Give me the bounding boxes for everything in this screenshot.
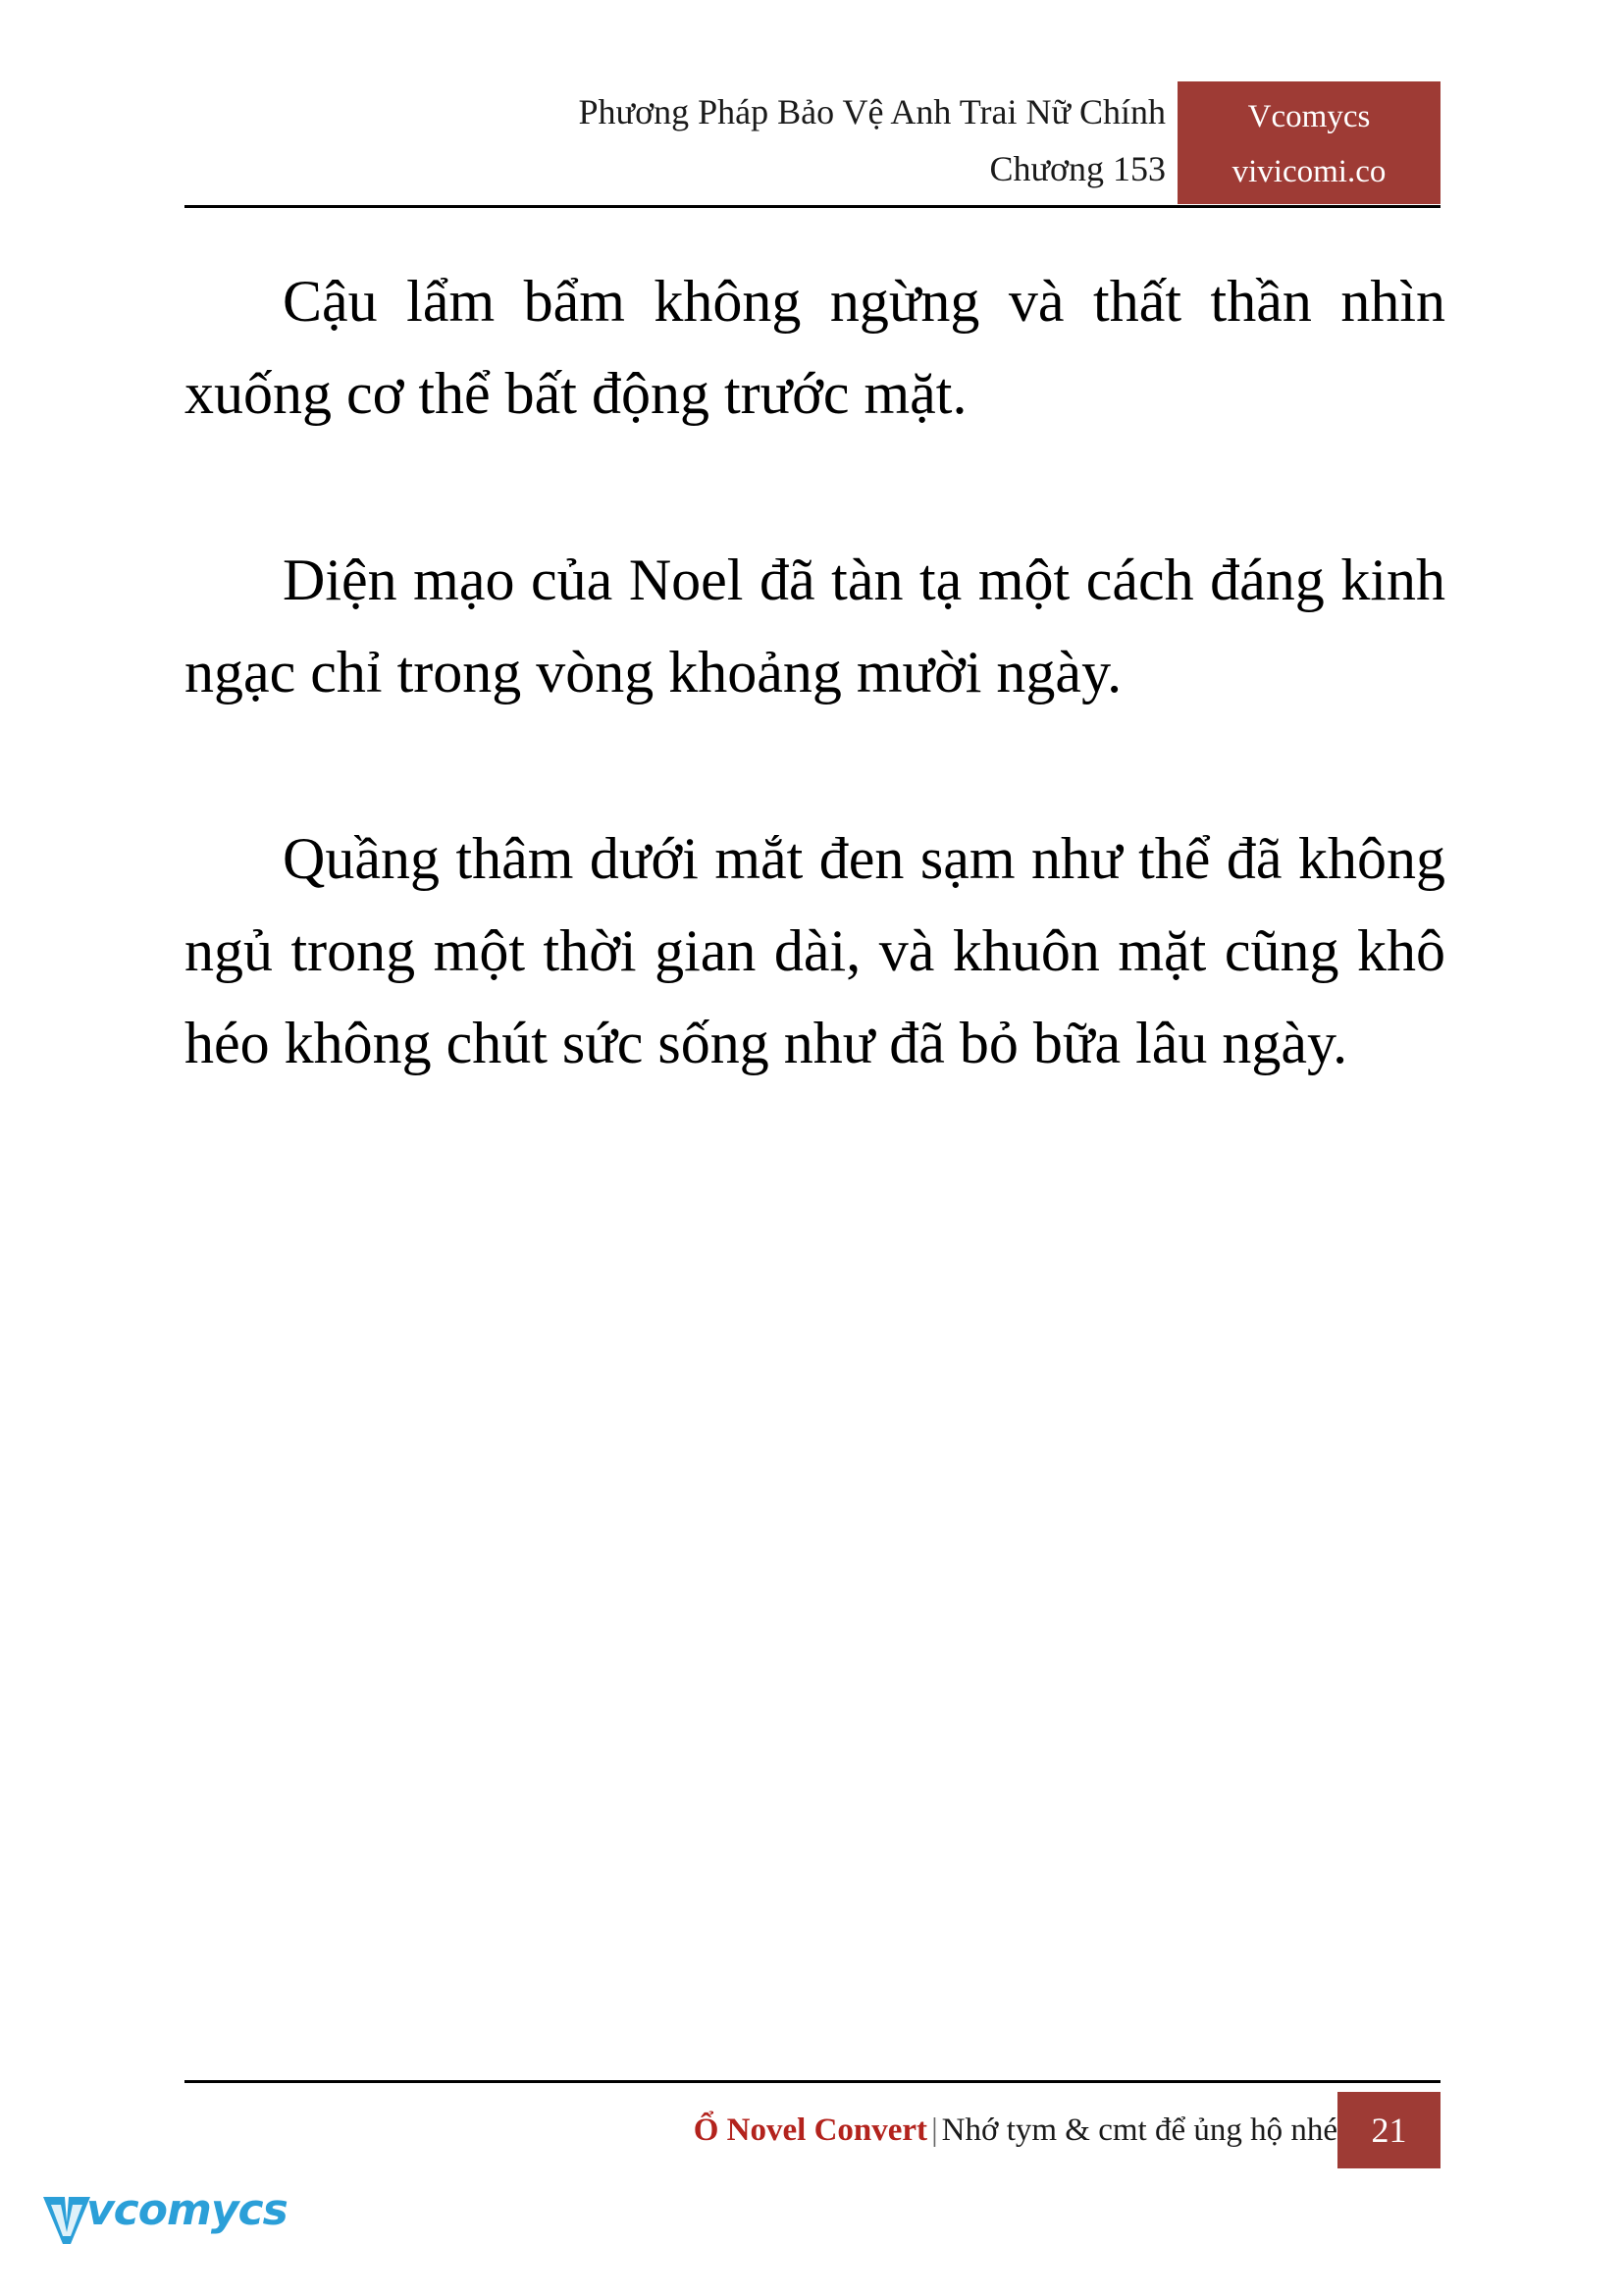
- paragraph: Quầng thâm dưới mắt đen sạm như thể đã không ngủ trong một thời gian dài, và khuôn mặt cũng khô héo không chút sức sống như đã bỏ bữa lâu ngày.: [184, 826, 1445, 1075]
- footer-credit: [694, 2098, 1337, 2163]
- header-divider: [184, 205, 1441, 208]
- book-title: Phương Pháp Bảo Vệ Anh Trai Nữ Chính: [578, 92, 1166, 131]
- page-header: [184, 83, 1441, 206]
- footer-content: [184, 2098, 1441, 2163]
- watermark-label: vcomycs: [86, 2185, 288, 2235]
- paragraph: Diện mạo của Noel đã tàn tạ một cách đáng kinh ngạc chỉ trong vòng khoảng mười ngày.: [184, 548, 1445, 704]
- site-badge-line1: Vcomycs: [1247, 99, 1371, 134]
- footer-brand: Ổ Novel Convert: [693, 2112, 928, 2148]
- site-badge: [1178, 81, 1441, 204]
- vcomycs-mark-icon: [41, 2193, 92, 2253]
- footer-note: Nhớ tym & cmt để ủng hộ nhé: [941, 2112, 1337, 2148]
- page-content: [184, 255, 1445, 1089]
- header-titles: [184, 83, 1166, 197]
- page-number-badge: 21: [1337, 2092, 1441, 2168]
- page-footer: [184, 2080, 1441, 2168]
- footer-separator: |: [931, 2112, 938, 2148]
- chapter-label: Chương 153: [989, 149, 1166, 188]
- footer-divider: [184, 2080, 1441, 2083]
- watermark-logo: [41, 2183, 288, 2260]
- paragraph: Cậu lẩm bẩm không ngừng và thất thần nhìn xuống cơ thể bất động trước mặt.: [184, 269, 1445, 426]
- site-badge-line2: vivicomi.co: [1231, 154, 1387, 189]
